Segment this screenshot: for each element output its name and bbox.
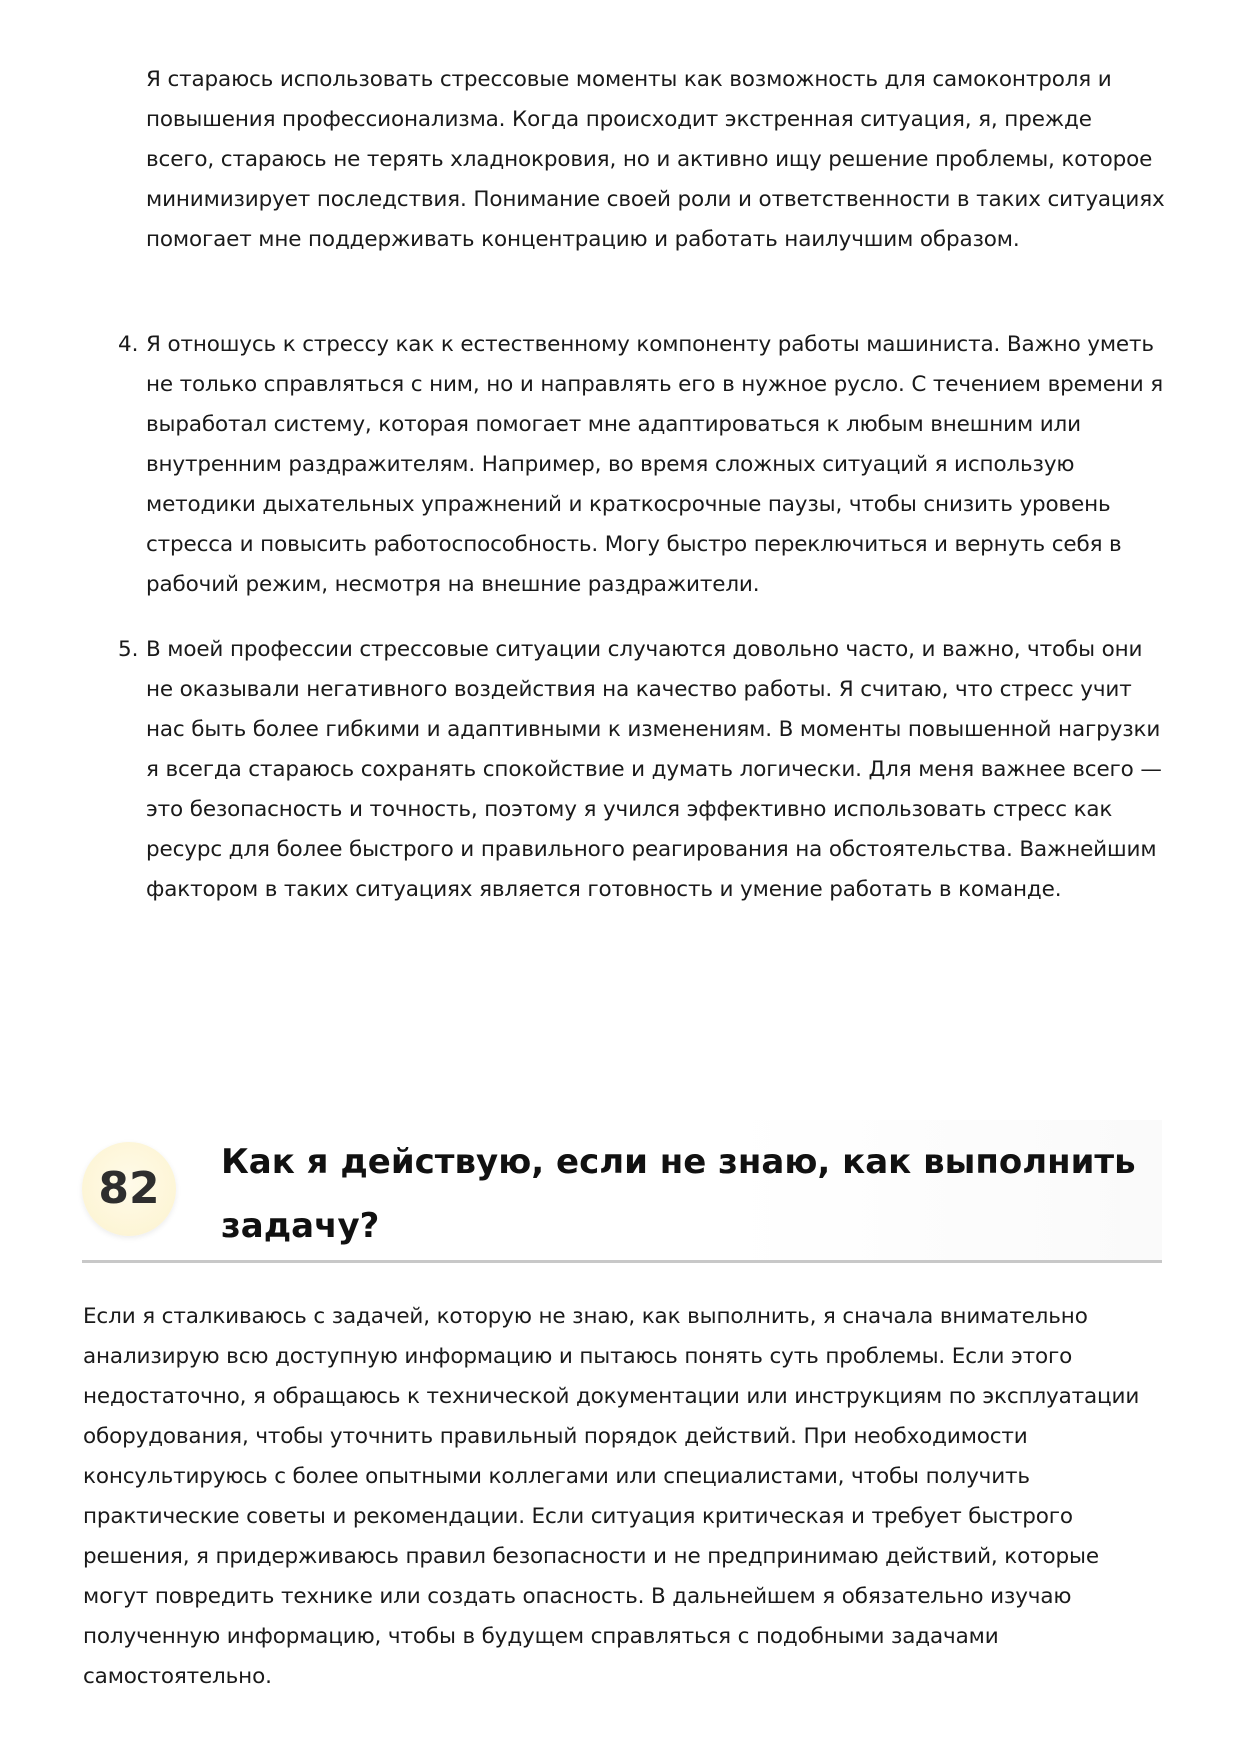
- list-item-continuation-text: Я стараюсь использовать стрессовые моменты как возможность для самоконтроля и повышения профессионализма. Когда происходит экстренная ситуация, я, прежде всего, стараюсь не терять хладнокровия, но и активно ищу решение проблемы, которое минимизирует последствия. Понимание своей роли и ответственности в таких ситуациях помогает мне поддерживать концентрацию и работать наилучшим образом.: [146, 67, 1165, 252]
- question-title: Как я действую, если не знаю, как выполнить задачу?: [221, 1142, 1136, 1246]
- list-item-4-text: Я отношусь к стрессу как к естественному компоненту работы машиниста. Важно уметь не только справляться с ним, но и направлять его в нужное русло. С течением времени я выработал систему, которая помогает мне адаптироваться к любым внешним или внутренним раздражителям. Например, во время сложных ситуаций я использую методики дыхательных упражнений и краткосрочные паузы, чтобы снизить уровень стресса и повысить работоспособность. Могу быстро переключиться и вернуть себя в рабочий режим, несмотря на внешние раздражители.: [146, 332, 1164, 597]
- question-header: [82, 1120, 1162, 1262]
- list-item-number-5: 5.: [118, 637, 139, 662]
- question-divider: [82, 1260, 1162, 1263]
- question-number: 82: [98, 1163, 160, 1214]
- question-answer-text: Если я сталкиваюсь с задачей, которую не знаю, как выполнить, я сначала внимательно анализирую всю доступную информацию и пытаюсь понять суть проблемы. Если этого недостаточно, я обращаюсь к технической документации или инструкциям по эксплуатации оборудования, чтобы уточнить правильный порядок действий. При необходимости консультируюсь с более опытными коллегами или специалистами, чтобы получить практические советы и рекомендации. Если ситуация критическая и требует быстрого решения, я придерживаюсь правил безопасности и не предпринимаю действий, которые могут повредить технике или создать опасность. В дальнейшем я обязательно изучаю полученную информацию, чтобы в будущем справляться с подобными задачами самостоятельно.: [83, 1304, 1140, 1689]
- question-number-badge: [82, 1142, 176, 1236]
- list-item-5-text: В моей профессии стрессовые ситуации случаются довольно часто, и важно, чтобы они не оказывали негативного воздействия на качество работы. Я считаю, что стресс учит нас быть более гибкими и адаптивными к изменениям. В моменты повышенной нагрузки я всегда стараюсь сохранять спокойствие и думать логически. Для меня важнее всего — это безопасность и точность, поэтому я учился эффективно использовать стресс как ресурс для более быстрого и правильного реагирования на обстоятельства. Важнейшим фактором в таких ситуациях является готовность и умение работать в команде.: [146, 637, 1162, 902]
- list-item-number-4: 4.: [118, 332, 139, 357]
